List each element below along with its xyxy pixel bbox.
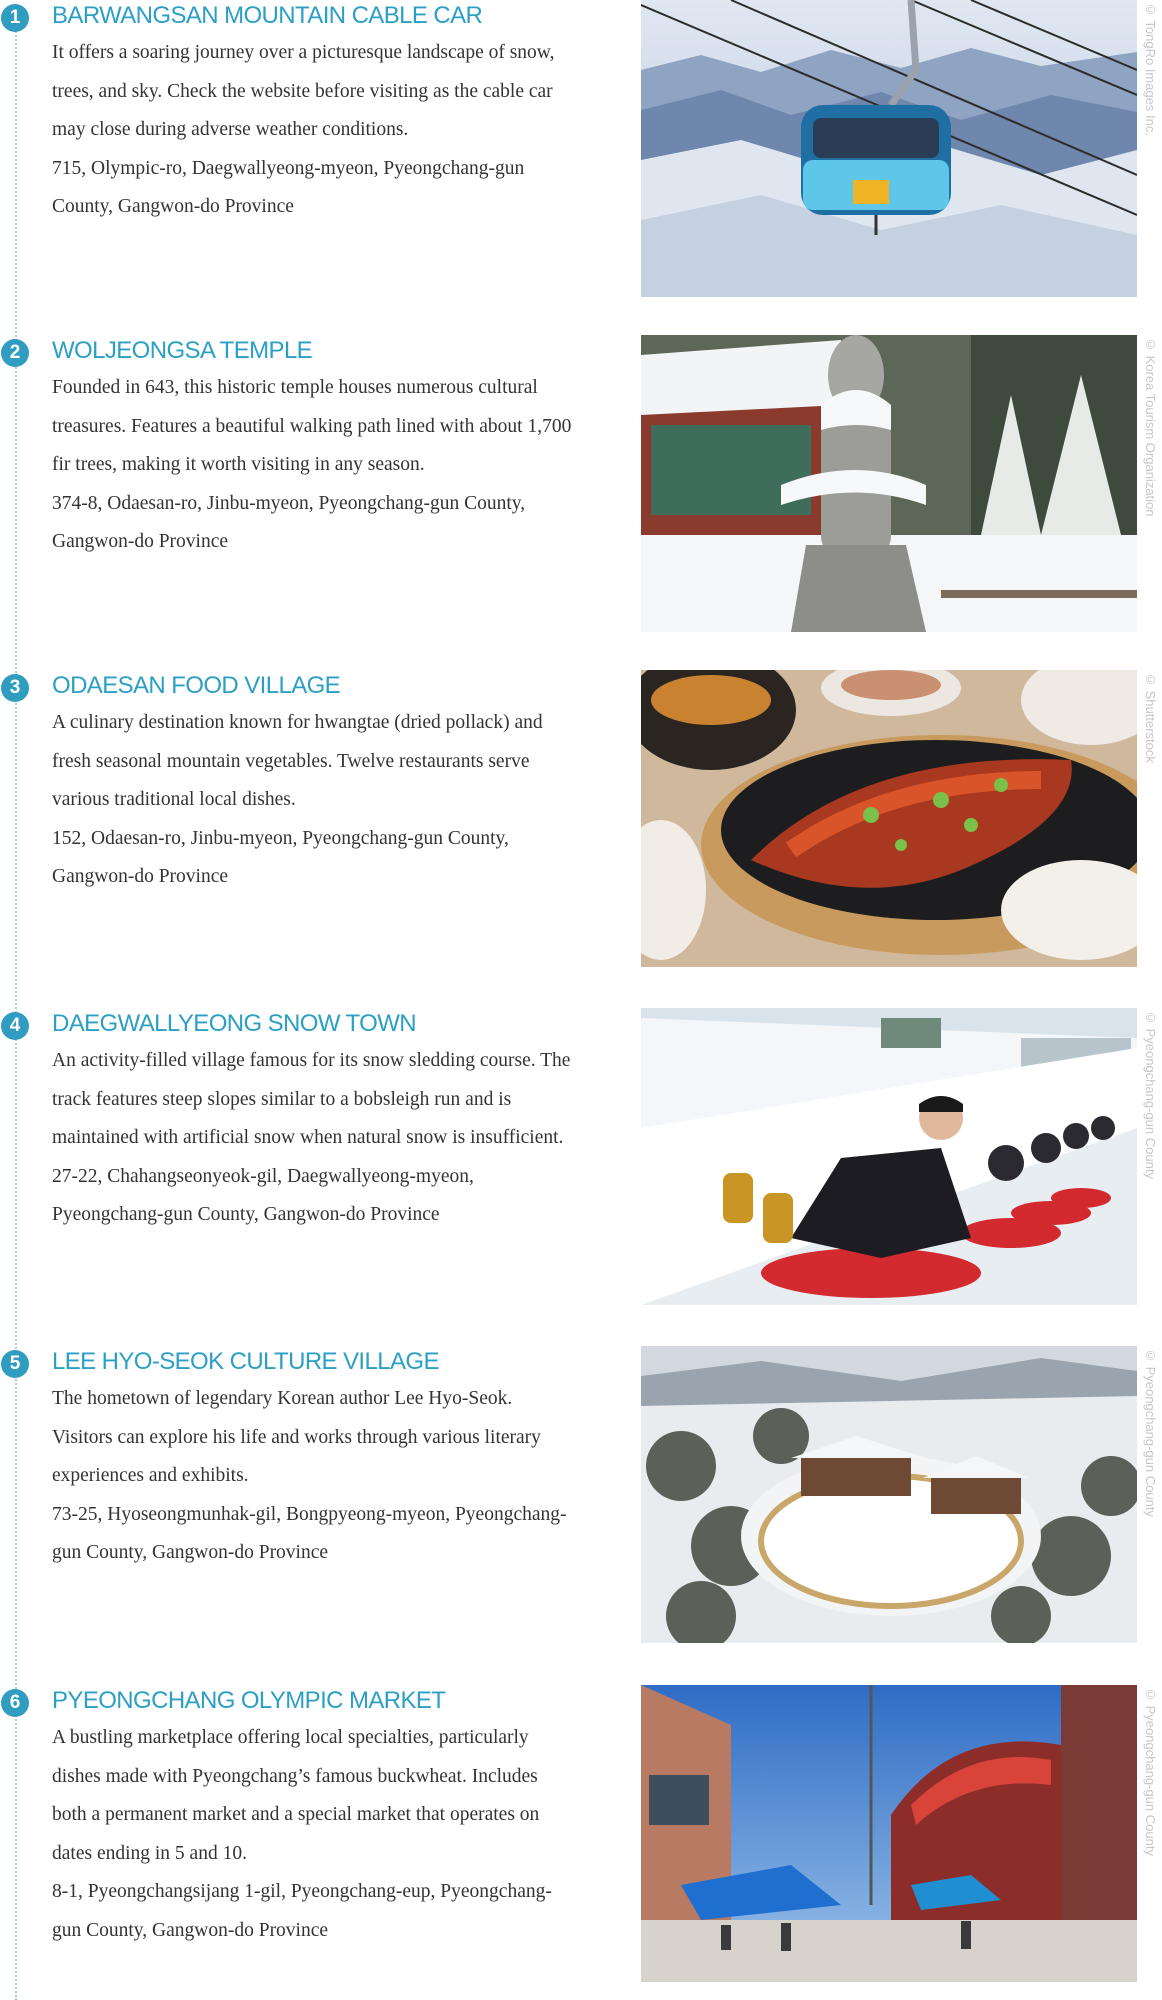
attraction-description: A bustling marketplace offering local specialties, particularly dishes made with Pyeongchang’s famous buckwheat. Includes both a permanent market and a special market that operates on dates ending in 5 and 10.	[52, 1727, 540, 1864]
attraction-description: A culinary destination known for hwangtae (dried pollack) and fresh seasonal mountain vegetables. Twelve restaurants serve various traditional local dishes.	[52, 712, 543, 810]
attraction-title: WOLJEONGSA TEMPLE	[52, 337, 313, 364]
attraction-item-3	[0, 670, 1162, 970]
photo-credit: © Pyeongchang-gun County	[1143, 1010, 1158, 1179]
grilled-fish-photo	[641, 670, 1137, 967]
attraction-item-1	[0, 0, 1162, 300]
photo-credit: © Pyeongchang-gun County	[1143, 1687, 1158, 1856]
attraction-address: 73-25, Hyoseongmunhak-gil, Bongpyeong-myeon, Pyeongchang-gun County, Gangwon-do Province	[52, 1503, 567, 1563]
attraction-item-6	[0, 1685, 1162, 1985]
attraction-address: 152, Odaesan-ro, Jinbu-myeon, Pyeongchang-gun County, Gangwon-do Province	[52, 827, 509, 887]
attraction-description: It offers a soaring journey over a picturesque landscape of snow, trees, and sky. Check the website before visiting as the cable car may close during adverse weather conditions.	[52, 42, 555, 140]
attraction-address: 715, Olympic-ro, Daegwallyeong-myeon, Pyeongchang-gun County, Gangwon-do Province	[52, 157, 525, 217]
snow-sledding-photo	[641, 1008, 1137, 1305]
attraction-title: DAEGWALLYEONG SNOW TOWN	[52, 1010, 417, 1037]
attraction-item-2	[0, 335, 1162, 635]
photo-credit: © Korea Tourism Organization	[1143, 337, 1158, 517]
number-badge: 3	[1, 674, 29, 702]
photo-credit: © Shutterstock	[1143, 672, 1158, 763]
attraction-description: Founded in 643, this historic temple houses numerous cultural treasures. Features a beautiful walking path lined with about 1,700 fir trees, making it worth visiting in any season.	[52, 377, 572, 475]
attraction-address: 8-1, Pyeongchangsijang 1-gil, Pyeongchang-eup, Pyeongchang-gun County, Gangwon-do Province	[52, 1881, 552, 1941]
attraction-description-block	[52, 369, 572, 562]
attraction-description-block	[52, 1042, 572, 1235]
attraction-title: ODAESAN FOOD VILLAGE	[52, 672, 341, 699]
photo-credit: © Pyeongchang-gun County	[1143, 1348, 1158, 1517]
number-badge: 4	[1, 1012, 29, 1040]
number-badge: 1	[1, 4, 29, 32]
attraction-item-4	[0, 1008, 1162, 1308]
attraction-title: PYEONGCHANG OLYMPIC MARKET	[52, 1687, 446, 1714]
culture-village-photo	[641, 1346, 1137, 1643]
photo-credit: © TongRo Images Inc.	[1143, 2, 1158, 136]
attraction-description-block	[52, 704, 572, 897]
cable-car-photo	[641, 0, 1137, 297]
attraction-description-block	[52, 34, 572, 227]
attraction-description-block	[52, 1719, 572, 1950]
attraction-item-5	[0, 1346, 1162, 1646]
temple-statue-photo	[641, 335, 1137, 632]
attraction-title: BARWANGSAN MOUNTAIN CABLE CAR	[52, 2, 483, 29]
attraction-address: 374-8, Odaesan-ro, Jinbu-myeon, Pyeongchang-gun County, Gangwon-do Province	[52, 492, 526, 552]
market-photo	[641, 1685, 1137, 1982]
number-badge: 2	[1, 339, 29, 367]
attraction-description: The hometown of legendary Korean author Lee Hyo-Seok. Visitors can explore his life and works through various literary experiences and exhibits.	[52, 1388, 541, 1486]
attraction-description-block	[52, 1380, 572, 1573]
number-badge: 6	[1, 1689, 29, 1717]
attraction-address: 27-22, Chahangseonyeok-gil, Daegwallyeong-myeon, Pyeongchang-gun County, Gangwon-do Province	[52, 1165, 474, 1225]
number-badge: 5	[1, 1350, 29, 1378]
attraction-title: LEE HYO-SEOK CULTURE VILLAGE	[52, 1348, 439, 1375]
attraction-description: An activity-filled village famous for its snow sledding course. The track features steep slopes similar to a bobsleigh run and is maintained with artificial snow when natural snow is insufficient.	[52, 1050, 571, 1148]
